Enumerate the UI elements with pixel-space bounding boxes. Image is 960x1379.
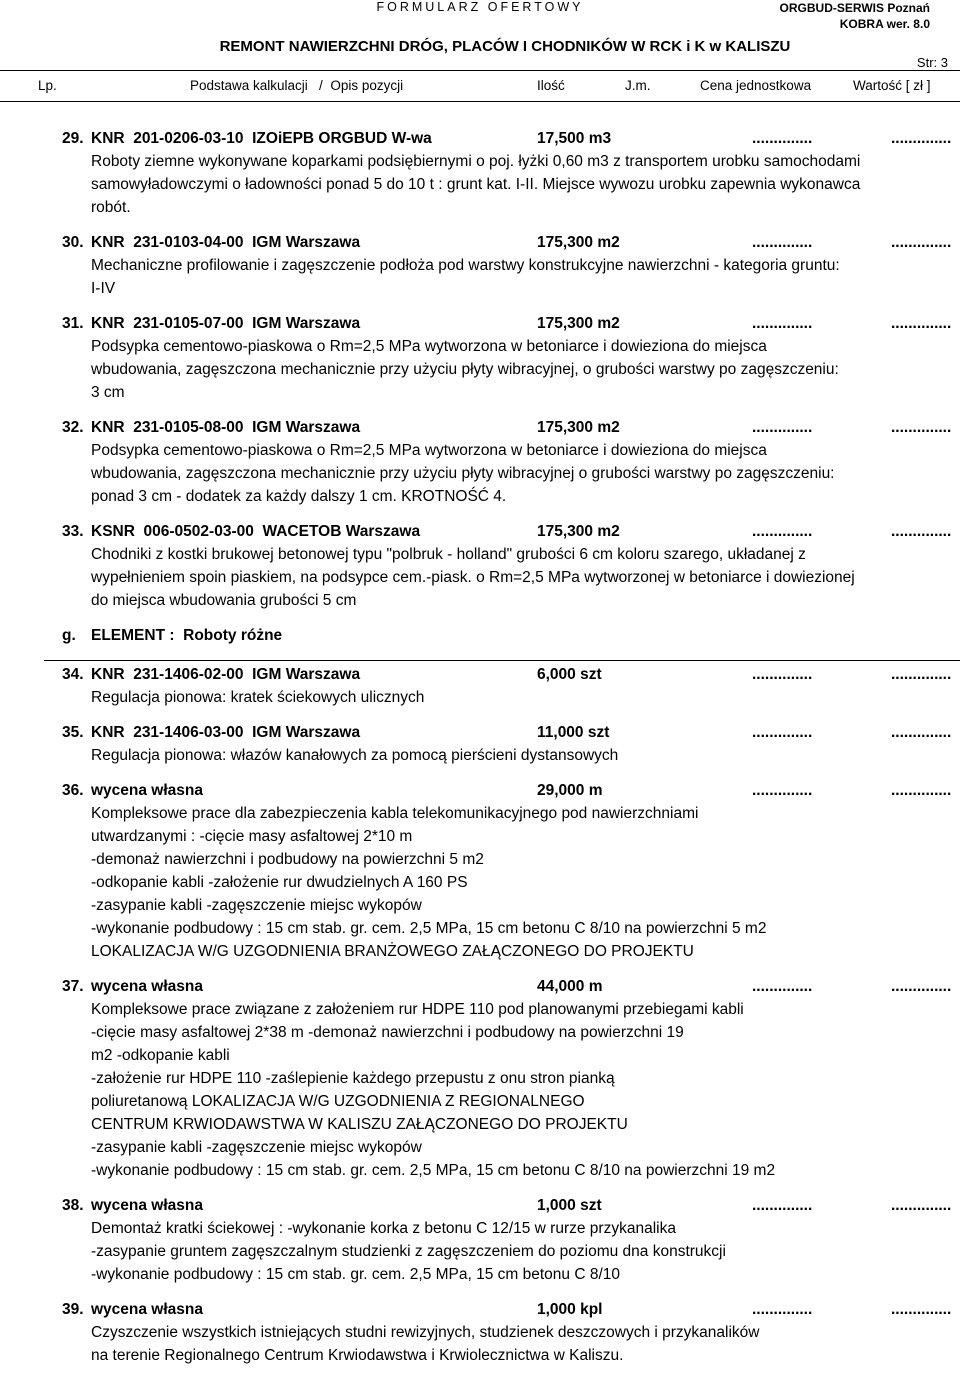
description-line: -demonaż nawierzchni i podbudowy na powierzchni 5 m2	[91, 851, 484, 868]
description-line: Roboty ziemne wykonywane koparkami podsiębiernymi o poj. łyżki 0,60 m3 z transportem urobku samochodami	[91, 153, 861, 170]
calculation-basis: wycena własna	[91, 978, 204, 995]
description-line: wypełnieniem spoin piaskiem, na podsypce cem.-piask. o Rm=2,5 MPa wytworzonej w betoniarce i dowiezionej	[91, 569, 855, 586]
description-line: wbudowania, zagęszczona mechanicznie przy użyciu płyty wibracyjnej o grubości warstwy po zagęszczeniu:	[91, 465, 835, 482]
unit-price-placeholder: ..............	[752, 523, 813, 540]
position-header	[0, 312, 960, 335]
calculation-basis: KNR 231-0103-04-00 IGM Warszawa	[91, 234, 361, 251]
unit-price-placeholder: ..............	[752, 1301, 813, 1318]
calculation-basis: KNR 231-0105-07-00 IGM Warszawa	[91, 315, 361, 332]
description-line: Chodniki z kostki brukowej betonowej typu "polbruk - holland" grubości 6 cm koloru szarego, układanej z	[91, 546, 806, 563]
description-line: wbudowania, zagęszczona mechanicznie przy użyciu płyty wibracyjnej, o grubości warstwy po zagęszczeniu:	[91, 361, 839, 378]
description-line: Regulacja pionowa: włazów kanałowych za pomocą pierścieni dystansowych	[91, 747, 619, 764]
description-line: I-IV	[91, 280, 116, 297]
description-line: -odkopanie kabli -założenie rur dwudzielnych A 160 PS	[91, 874, 468, 891]
col-unit-price: Cena jednostkowa	[700, 78, 812, 93]
position-description	[91, 802, 951, 963]
calculation-basis: KSNR 006-0502-03-00 WACETOB Warszawa	[91, 523, 421, 540]
unit-price-placeholder: ..............	[752, 724, 813, 741]
description-line: ponad 3 cm - dodatek za każdy dalszy 1 cm. KROTNOŚĆ 4.	[91, 488, 507, 505]
description-line: LOKALIZACJA W/G UZGODNIENIA BRANŻOWEGO ZAŁĄCZONEGO DO PROJEKTU	[91, 943, 694, 960]
calculation-basis: wycena własna	[91, 1197, 204, 1214]
position-entry	[0, 1194, 960, 1286]
position-entry	[0, 416, 960, 508]
position-header	[0, 663, 960, 686]
position-number: 34.	[62, 666, 84, 683]
position-entry	[0, 663, 960, 709]
quantity: 175,300 m2	[537, 315, 620, 332]
value-placeholder: ..............	[891, 666, 952, 683]
position-number: 30.	[62, 234, 84, 251]
position-entry	[0, 231, 960, 300]
position-description	[91, 998, 951, 1182]
position-description	[91, 335, 951, 404]
position-number: 33.	[62, 523, 84, 540]
position-header	[0, 231, 960, 254]
calculation-basis: KNR 231-1406-02-00 IGM Warszawa	[91, 666, 361, 683]
position-header	[0, 721, 960, 744]
project-title: REMONT NAWIERZCHNI DRÓG, PLACÓW I CHODNIKÓW W RCK i K w KALISZU	[219, 38, 791, 55]
position-number: 39.	[62, 1301, 84, 1318]
quantity: 29,000 m	[537, 782, 603, 799]
quantity: 175,300 m2	[537, 234, 620, 251]
value-placeholder: ..............	[891, 978, 952, 995]
position-description	[91, 439, 951, 508]
col-basis: Podstawa kalkulacji / Opis pozycji	[190, 78, 404, 93]
unit-price-placeholder: ..............	[752, 315, 813, 332]
description-line: -założenie rur HDPE 110 -zaślepienie każdego przepustu z onu stron pianką	[91, 1070, 615, 1087]
section-heading	[0, 624, 960, 647]
position-header	[0, 1194, 960, 1217]
position-entry	[0, 1298, 960, 1367]
unit-price-placeholder: ..............	[752, 1197, 813, 1214]
calculation-basis: KNR 231-1406-03-00 IGM Warszawa	[91, 724, 361, 741]
value-placeholder: ..............	[891, 130, 952, 147]
description-line: robót.	[91, 199, 131, 216]
position-description	[91, 744, 951, 767]
position-description	[91, 254, 951, 300]
column-header-row	[0, 70, 960, 102]
position-header	[0, 416, 960, 439]
calculation-basis: wycena własna	[91, 782, 204, 799]
value-placeholder: ..............	[891, 1301, 952, 1318]
unit-price-placeholder: ..............	[752, 419, 813, 436]
position-entry	[0, 721, 960, 767]
position-number: 38.	[62, 1197, 84, 1214]
position-number: 29.	[62, 130, 84, 147]
value-placeholder: ..............	[891, 523, 952, 540]
unit-price-placeholder: ..............	[752, 666, 813, 683]
description-line: CENTRUM KRWIODAWSTWA W KALISZU ZAŁĄCZONEGO DO PROJEKTU	[91, 1116, 628, 1133]
description-line: Kompleksowe prace związane z założeniem rur HDPE 110 pod planowanymi przebiegami kabli	[91, 1001, 744, 1018]
col-lp: Lp.	[38, 78, 57, 93]
position-number: 31.	[62, 315, 84, 332]
description-line: Regulacja pionowa: kratek ściekowych ulicznych	[91, 689, 425, 706]
page-number: Str: 3	[916, 55, 948, 70]
col-value: Wartość [ zł ]	[853, 78, 931, 93]
description-line: samowyładowczymi o ładowności ponad 5 do 10 t : grunt kat. I-II. Miejsce wywozu urobku zapewnia wykonawca	[91, 176, 861, 193]
positions-group-1	[0, 127, 960, 612]
description-line: 3 cm	[91, 384, 125, 401]
position-header	[0, 975, 960, 998]
quantity: 175,300 m2	[537, 523, 620, 540]
position-number: 36.	[62, 782, 84, 799]
quantity: 44,000 m	[537, 978, 603, 995]
description-line: Demontaż kratki ściekowej : -wykonanie korka z betonu C 12/15 w rurze przykanalika	[91, 1220, 676, 1237]
position-number: 37.	[62, 978, 84, 995]
quantity: 175,300 m2	[537, 419, 620, 436]
value-placeholder: ..............	[891, 1197, 952, 1214]
description-line: -cięcie masy asfaltowej 2*38 m -demonaż nawierzchni i podbudowy na powierzchni 19	[91, 1024, 684, 1041]
position-entry	[0, 520, 960, 612]
description-line: -wykonanie podbudowy : 15 cm stab. gr. cem. 2,5 MPa, 15 cm betonu C 8/10	[91, 1266, 621, 1283]
calculation-basis: KNR 201-0206-03-10 IZOiEPB ORGBUD W-wa	[91, 130, 432, 147]
position-entry	[0, 779, 960, 963]
value-placeholder: ..............	[891, 419, 952, 436]
value-placeholder: ..............	[891, 782, 952, 799]
company-name: ORGBUD-SERWIS Poznań	[779, 1, 930, 15]
positions-group-2	[0, 663, 960, 1367]
unit-price-placeholder: ..............	[752, 782, 813, 799]
calculation-basis: KNR 231-0105-08-00 IGM Warszawa	[91, 419, 361, 436]
description-line: -wykonanie podbudowy : 15 cm stab. gr. cem. 2,5 MPa, 15 cm betonu C 8/10 na powierzchni 19 m2	[91, 1162, 776, 1179]
description-line: Podsypka cementowo-piaskowa o Rm=2,5 MPa wytworzona w betoniarce i dowieziona do miejsca	[91, 442, 767, 459]
quantity: 17,500 m3	[537, 130, 612, 147]
position-description	[91, 686, 951, 709]
description-line: na terenie Regionalnego Centrum Krwiodawstwa i Krwiolecznictwa w Kaliszu.	[91, 1347, 624, 1364]
calculation-basis: wycena własna	[91, 1301, 204, 1318]
description-line: Czyszczenie wszystkich istniejących studni rewizyjnych, studzienek deszczowych i przykanalików	[91, 1324, 760, 1341]
position-number: 35.	[62, 724, 84, 741]
software-version: KOBRA wer. 8.0	[839, 17, 930, 31]
position-entry	[0, 975, 960, 1182]
position-header	[0, 127, 960, 150]
position-description	[91, 543, 951, 612]
position-entry	[0, 127, 960, 219]
col-unit: J.m.	[625, 78, 651, 93]
position-header	[0, 1298, 960, 1321]
position-description	[91, 1217, 951, 1286]
position-description	[91, 150, 951, 219]
position-description	[91, 1321, 951, 1367]
description-line: -zasypanie kabli -zagęszczenie miejsc wykopów	[91, 1139, 422, 1156]
description-line: -zasypanie kabli -zagęszczenie miejsc wykopów	[91, 897, 422, 914]
section-label: g.	[62, 627, 76, 644]
position-header	[0, 520, 960, 543]
unit-price-placeholder: ..............	[752, 978, 813, 995]
quantity: 6,000 szt	[537, 666, 602, 683]
position-header	[0, 779, 960, 802]
description-line: -wykonanie podbudowy : 15 cm stab. gr. cem. 2,5 MPa, 15 cm betonu C 8/10 na powierzchni 5 m2	[91, 920, 767, 937]
quantity: 1,000 szt	[537, 1197, 602, 1214]
position-number: 32.	[62, 419, 84, 436]
unit-price-placeholder: ..............	[752, 130, 813, 147]
position-entry	[0, 312, 960, 404]
unit-price-placeholder: ..............	[752, 234, 813, 251]
col-qty: Ilość	[537, 78, 565, 93]
value-placeholder: ..............	[891, 315, 952, 332]
description-line: poliuretanową LOKALIZACJA W/G UZGODNIENIA Z REGIONALNEGO	[91, 1093, 585, 1110]
description-line: Kompleksowe prace dla zabezpieczenia kabla telekomunikacyjnego pod nawierzchniami	[91, 805, 699, 822]
form-title: FORMULARZ OFERTOWY	[376, 0, 584, 14]
description-line: m2 -odkopanie kabli	[91, 1047, 230, 1064]
description-line: Podsypka cementowo-piaskowa o Rm=2,5 MPa wytworzona w betoniarce i dowieziona do miejsca	[91, 338, 767, 355]
quantity: 1,000 kpl	[537, 1301, 603, 1318]
section-text: ELEMENT : Roboty różne	[91, 627, 283, 644]
description-line: -zasypanie gruntem zagęszczalnym studzienki z zagęszczeniem do poziomu dna konstrukcji	[91, 1243, 726, 1260]
description-line: do miejsca wbudowania grubości 5 cm	[91, 592, 357, 609]
company-block	[780, 0, 930, 32]
value-placeholder: ..............	[891, 234, 952, 251]
description-line: Mechaniczne profilowanie i zagęszczenie podłoża pod warstwy konstrukcyjne nawierzchni - kategoria gruntu:	[91, 257, 840, 274]
positions-list	[0, 127, 960, 1379]
value-placeholder: ..............	[891, 724, 952, 741]
quantity: 11,000 szt	[537, 724, 610, 741]
description-line: utwardzanymi : -cięcie masy asfaltowej 2*10 m	[91, 828, 413, 845]
